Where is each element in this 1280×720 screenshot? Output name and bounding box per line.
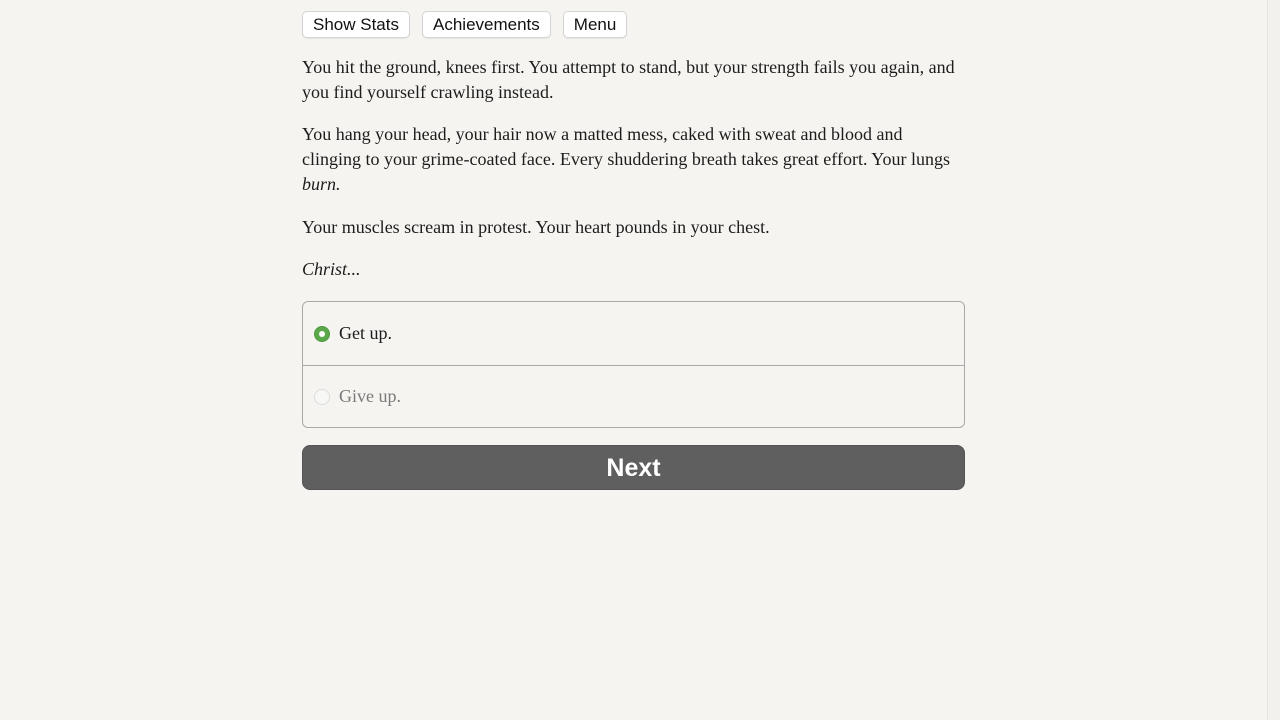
toolbar: [302, 11, 627, 38]
passage-paragraph-2-text: You hang your head, your hair now a matted mess, caked with sweat and blood and clinging to your grime-coated face. Every shuddering breath takes great effort. Your lungs: [302, 124, 950, 169]
passage-paragraph-1: You hit the ground, knees first. You attempt to stand, but your strength fails you again, and you find yourself crawling instead.: [302, 57, 955, 102]
passage-paragraph-2-emphasis: burn.: [302, 174, 341, 194]
passage-paragraph-3: Your muscles scream in protest. Your heart pounds in your chest.: [302, 217, 770, 237]
choice-list: [302, 301, 965, 428]
menu-button[interactable]: Menu: [563, 11, 628, 38]
choice-give-up[interactable]: [303, 365, 964, 427]
choice-label: Give up.: [339, 386, 401, 406]
achievements-button[interactable]: Achievements: [422, 11, 551, 38]
radio-selected-icon[interactable]: [314, 326, 330, 342]
next-button[interactable]: Next: [302, 445, 965, 490]
passage-paragraph-2: [302, 122, 965, 197]
radio-unselected-icon[interactable]: [314, 389, 330, 405]
page-scrollbar[interactable]: [1267, 0, 1280, 720]
show-stats-button[interactable]: Show Stats: [302, 11, 410, 38]
choice-label: Get up.: [339, 323, 392, 343]
choice-get-up[interactable]: [303, 302, 964, 365]
passage-paragraph-4: Christ...: [302, 259, 361, 279]
